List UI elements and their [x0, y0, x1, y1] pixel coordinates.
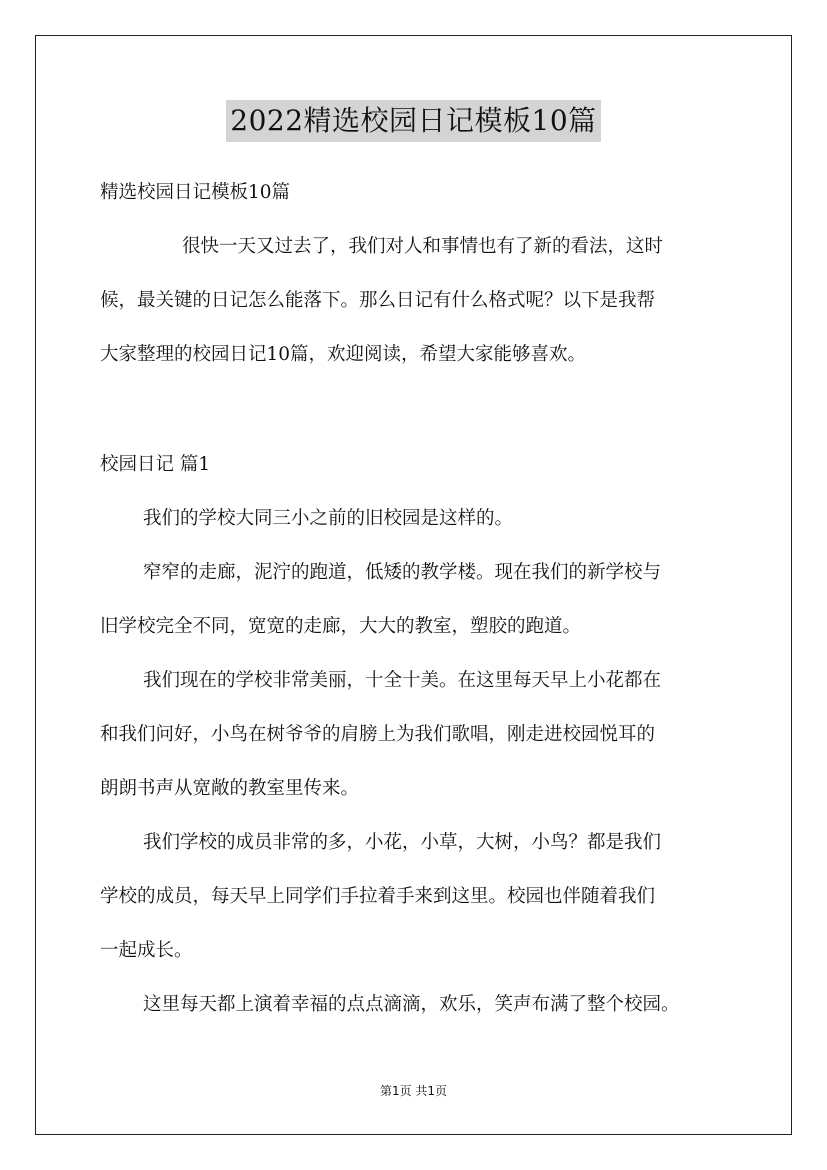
paragraph-line: 我们现在的学校非常美丽，十全十美。在这里每天早上小花都在 [143, 670, 662, 691]
intro-line: 很快一天又过去了，我们对人和事情也有了新的看法，这时 [182, 236, 664, 257]
intro-line: 候，最关键的日记怎么能落下。那么日记有什么格式呢？以下是我帮 [100, 290, 656, 311]
document-title: 2022精选校园日记模板10篇 [226, 100, 600, 142]
paragraph-line: 一起成长。 [100, 940, 193, 961]
paragraph-line: 这里每天都上演着幸福的点点滴滴，欢乐，笑声布满了整个校园。 [143, 994, 680, 1015]
intro-line: 大家整理的校园日记10篇，欢迎阅读，希望大家能够喜欢。 [100, 344, 587, 365]
paragraph-line: 窄窄的走廊，泥泞的跑道，低矮的教学楼。现在我们的新学校与 [143, 562, 662, 583]
body-paragraph [100, 816, 730, 978]
paragraph-line: 旧学校完全不同，宽宽的走廊，大大的教室，塑胶的跑道。 [100, 616, 582, 637]
body-paragraph [100, 654, 730, 816]
page-number-footer: 第1页 共1页 [379, 1084, 448, 1098]
document-subtitle: 精选校园日记模板10篇 [100, 182, 291, 203]
body-paragraph [100, 546, 730, 654]
paragraph-line: 学校的成员，每天早上同学们手拉着手来到这里。校园也伴随着我们 [100, 886, 656, 907]
intro-paragraph [100, 220, 730, 382]
title-container [0, 100, 827, 142]
paragraph-line: 我们学校的成员非常的多，小花，小草，大树，小鸟？都是我们 [143, 832, 662, 853]
section-heading: 校园日记 篇1 [100, 454, 211, 475]
paragraph-line: 我们的学校大同三小之前的旧校园是这样的。 [143, 508, 514, 529]
body-paragraph [100, 492, 730, 546]
body-paragraph [100, 978, 730, 1032]
paragraph-line: 和我们问好，小鸟在树爷爷的肩膀上为我们歌唱，刚走进校园悦耳的 [100, 724, 656, 745]
paragraph-line: 朗朗书声从宽敞的教室里传来。 [100, 778, 360, 799]
